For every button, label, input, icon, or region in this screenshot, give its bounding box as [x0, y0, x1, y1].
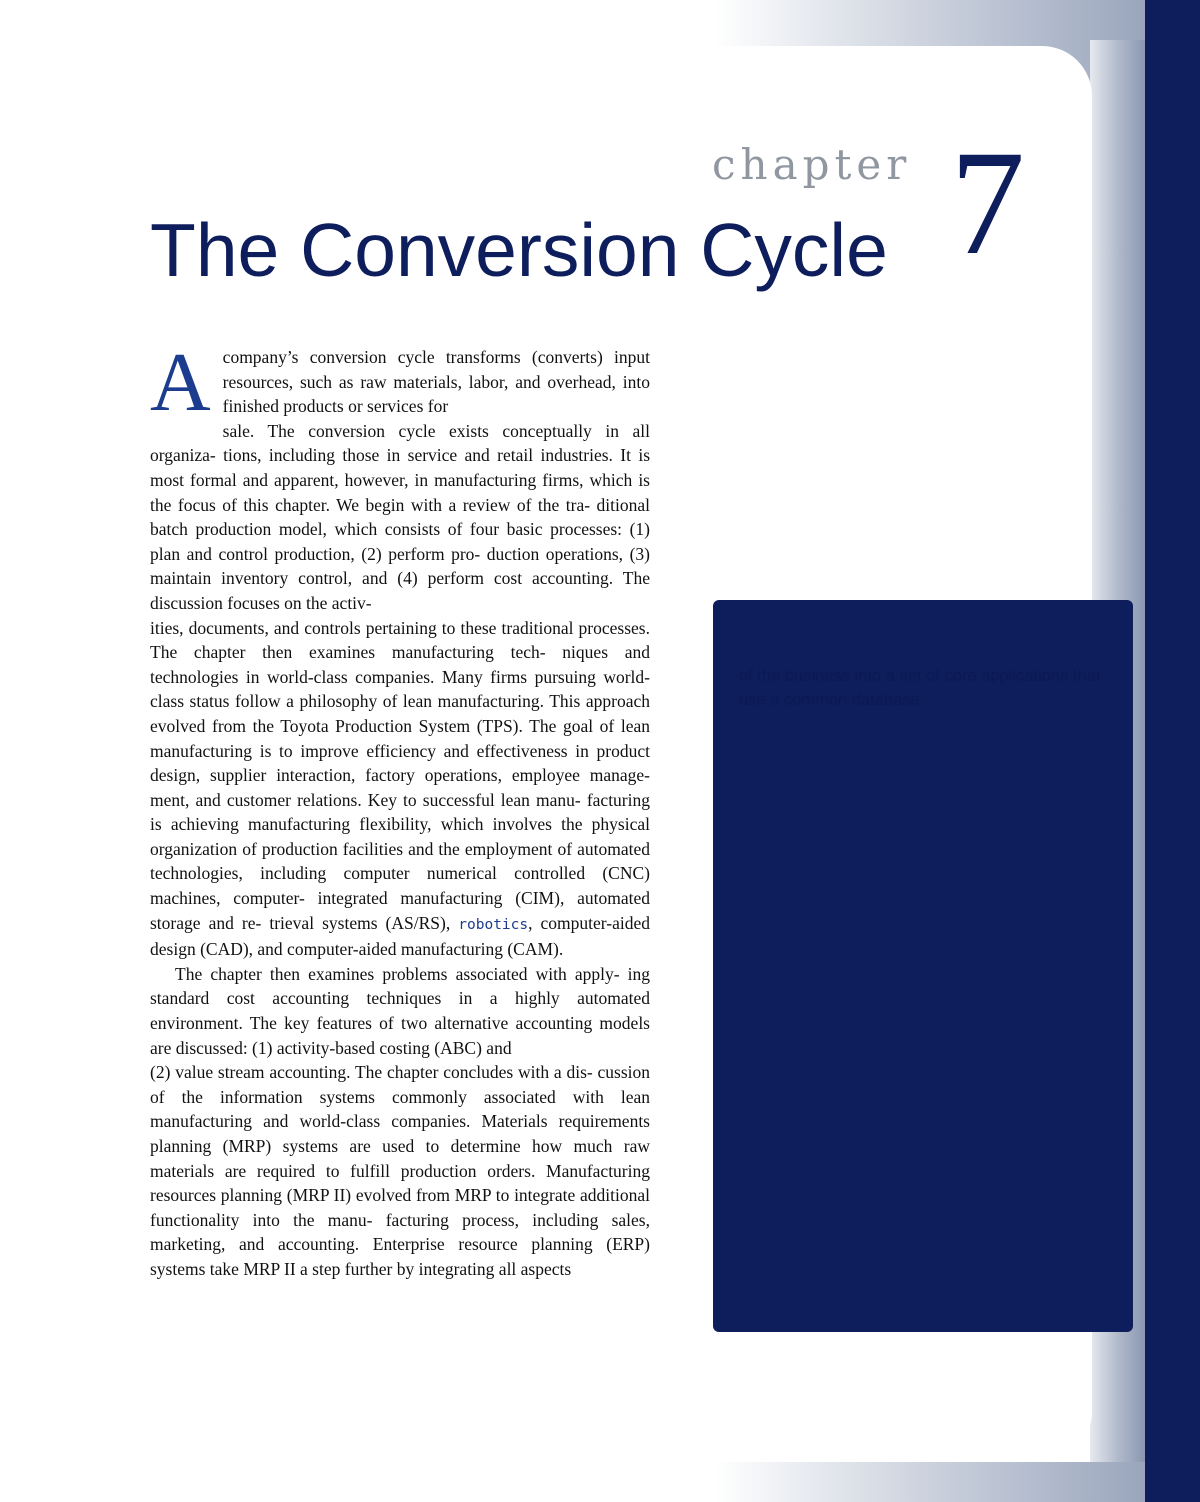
intro-paragraph-1-text: company’s conversion cycle transforms (converts) input resources, such as raw materials, labor, and overhead, into finished products or services for	[222, 347, 650, 417]
chapter-title: The Conversion Cycle	[150, 208, 888, 292]
intro-paragraph-1-continued: sale. The conversion cycle exists conceptually in all organiza- tions, including those in service and retail industries. It is most formal and apparent, however, in manufacturing firms, which is the focus of this chapter. We begin with a review of the tra- ditional batch production model, which consists of four basic processes: (1) plan and control production, (2) perform pro- duction operations, (3) maintain inventory control, and (4) perform cost accounting. The discussion focuses on the activ-	[150, 420, 650, 613]
footer-gradient-band	[715, 1462, 1145, 1502]
intro-paragraph-2-tail: , computer-aided design (CAD), and computer-aided manufacturing (CAM).	[150, 912, 651, 960]
key-term-robotics: robotics	[458, 916, 529, 933]
drop-cap: A	[150, 336, 211, 429]
intro-paragraph-2-text: ities, documents, and controls pertaining to these traditional processes. The chapter then examines manufacturing tech- niques and technologies in world-class companies. Many firms pursuing world-class status follow a philosophy of lean manufacturing. This approach evolved from the Toyota Production System (TPS). The goal of lean manufacturing is to improve efficiency and effectiveness in product design, supplier interaction, factory operations, employee manage- ment, and customer relations. Key to successful lean manu- facturing is achieving manufacturing flexibility, which involves the physical organization of production facilities and the employment of automated technologies, including computer numerical controlled (CNC) machines, computer- integrated manufacturing (CIM), automated storage and re- trieval systems (AS/RS),	[150, 617, 650, 933]
intro-paragraph-2	[150, 616, 650, 962]
navy-edge-strip	[1145, 0, 1200, 1502]
sidebar-text: of the business into a set of core applications that use a common database.	[739, 667, 1101, 709]
intro-paragraph-4: (2) value stream accounting. The chapter concludes with a dis- cussion of the information systems commonly associated with lean manufacturing and world-class companies. Materials requirements planning (MRP) systems are used to determine how much raw materials are required to fulfill production orders. Manufacturing resources planning (MRP II) evolved from MRP to integrate additional functionality into the manu- facturing process, including sales, marketing, and accounting. Enterprise resource planning (ERP) systems take MRP II a step further by integrating all aspects	[150, 1062, 650, 1279]
chapter-number: 7	[950, 120, 1025, 286]
chapter-label: chapter	[712, 140, 912, 189]
sidebar-box	[713, 600, 1133, 1332]
intro-paragraph-1	[150, 336, 650, 429]
chapter-intro	[150, 336, 651, 1282]
intro-paragraph-3: The chapter then examines problems associated with apply- ing standard cost accounting techniques in a highly automated environment. The key features of two alternative accounting models are discussed: (1) activity-based costing (ABC) and	[150, 963, 650, 1058]
